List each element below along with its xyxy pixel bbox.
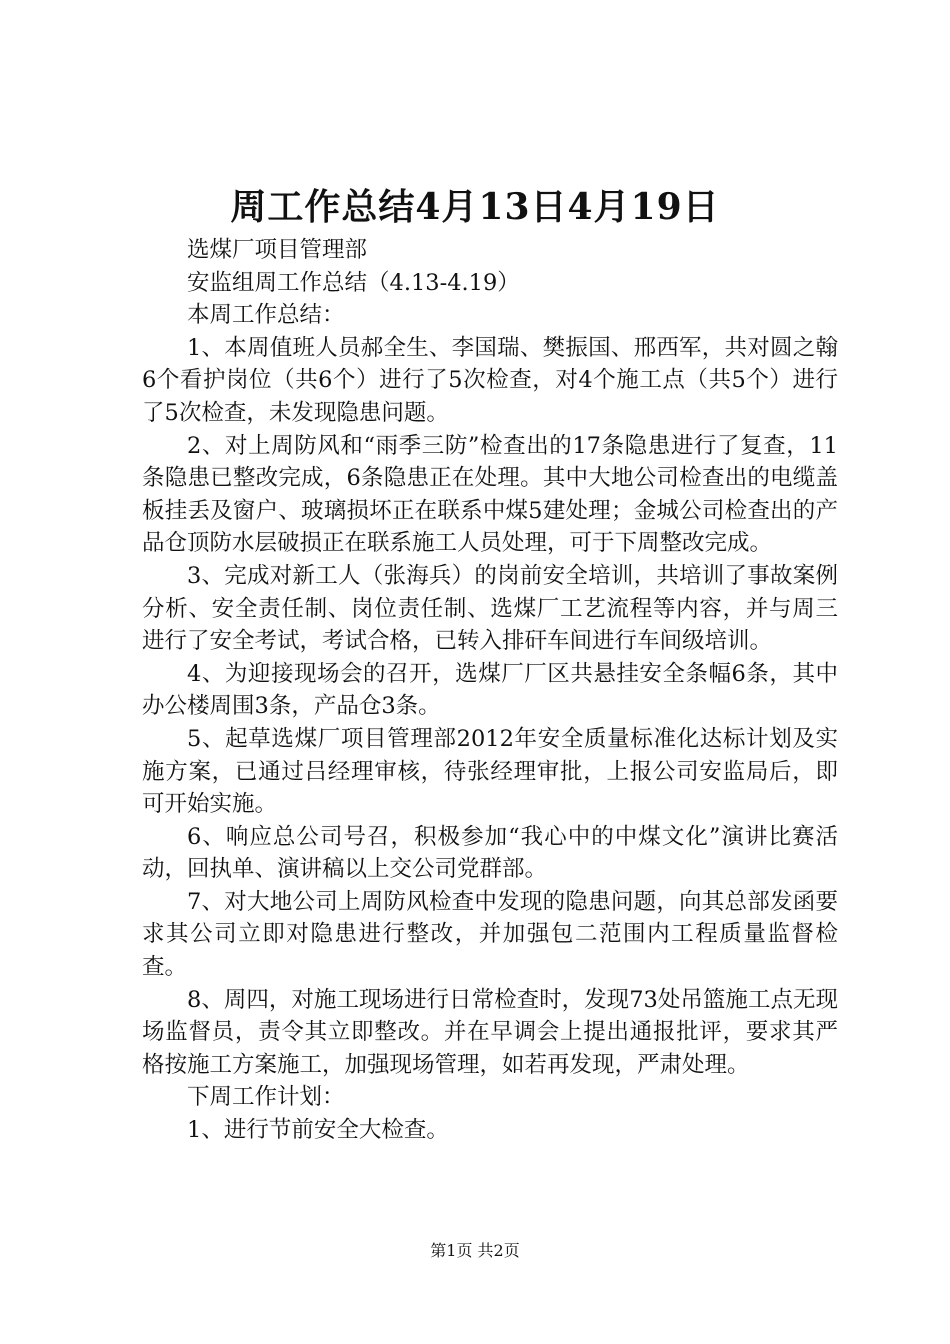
section-heading-summary: 本周工作总结： [187,302,345,329]
department-line: 选煤厂项目管理部 [187,237,368,263]
summary-item-6: 6、响应总公司号召，积极参加“我心中的中煤文化”演讲比赛活动，回执单、演讲稿以上交公司党群部。 [142,823,838,883]
section-heading-plan: 下周工作计划： [187,1084,345,1111]
summary-item-2: 2、对上周防风和“雨季三防”检查出的17条隐患进行了复查，11条隐患已整改完成，6条隐患正在处理。其中大地公司检查出的电缆盖板挂丢及窗户、玻璃损坏正在联系中煤5建处理；金城公司检查出的产品仓顶防水层破损正在联系施工人员处理，可于下周整改完成。 [142,432,838,557]
summary-item-7: 7、对大地公司上周防风检查中发现的隐患问题，向其总部发函要求其公司立即对隐患进行整改，并加强包二范围内工程质量监督检查。 [142,888,838,981]
summary-item-5: 5、起草选煤厂项目管理部2012年安全质量标准化达标计划及实施方案，已通过吕经理审核，待张经理审批，上报公司安监局后，即可开始实施。 [142,725,838,818]
summary-item-8: 8、周四，对施工现场进行日常检查时，发现73处吊篮施工点无现场监督员，责令其立即整改。并在早调会上提出通报批评，要求其严格按施工方案施工，加强现场管理，如若再发现，严肃处理。 [142,986,838,1078]
summary-item-1: 1、本周值班人员郝全生、李国瑞、樊振国、邢西军，共对圆之翰6个看护岗位（共6个）进行了5次检查，对4个施工点（共5个）进行了5次检查，未发现隐患问题。 [142,334,838,426]
plan-item-1: 1、进行节前安全大检查。 [187,1117,449,1144]
page-footer: 第1页 共2页 [430,1241,520,1260]
summary-item-4: 4、为迎接现场会的召开，选煤厂厂区共悬挂安全条幅6条，其中办公楼周围3条，产品仓3条。 [142,660,838,720]
document-title: 周工作总结4月13日4月19日 [230,186,720,228]
report-subtitle: 安监组周工作总结（4.13-4.19） [187,269,520,296]
document-body [142,234,838,1147]
summary-item-3: 3、完成对新工人（张海兵）的岗前安全培训，共培训了事故案例分析、安全责任制、岗位责任制、选煤厂工艺流程等内容，并与周三进行了安全考试，考试合格，已转入排矸车间进行车间级培训。 [142,562,838,655]
